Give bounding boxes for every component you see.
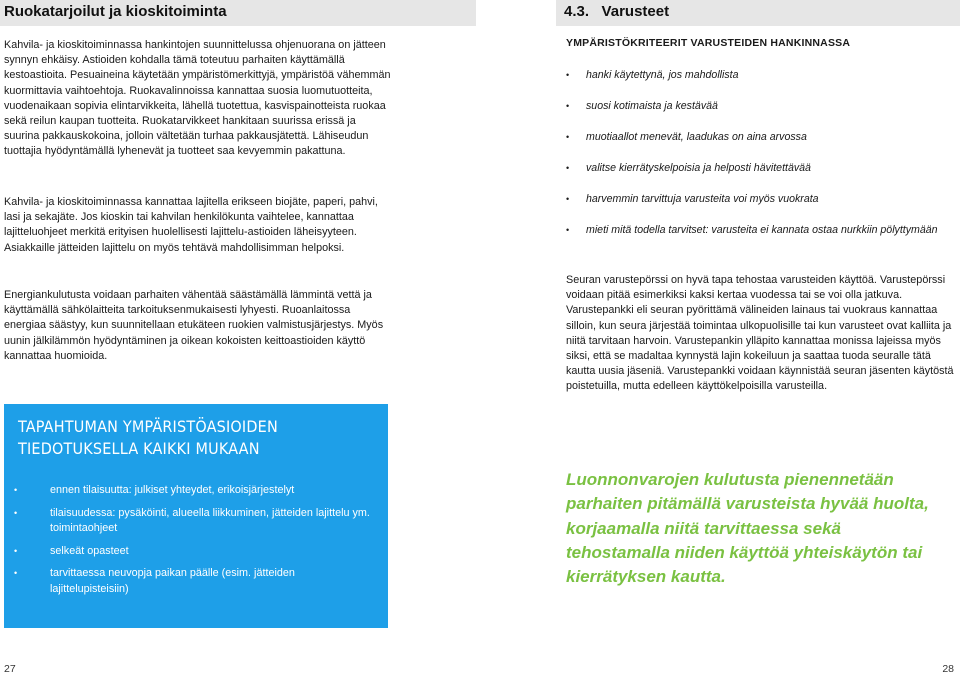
list-item: • selkeät opasteet [14, 544, 374, 560]
list-item: • ennen tilaisuutta: julkiset yhteydet, erikoisjärjestelyt [14, 483, 374, 499]
page-number-left: 27 [4, 663, 16, 675]
page-number-right: 28 [942, 663, 954, 675]
list-item: • valitse kierrätyskelpoisia ja helposti hävitettävää [566, 161, 946, 177]
bullet-icon: • [566, 132, 570, 142]
bullet-icon: • [566, 163, 570, 173]
bullet-icon: • [566, 194, 570, 204]
bullet-icon: • [14, 485, 18, 495]
list-item: • suosi kotimaista ja kestävää [566, 99, 946, 115]
list-item: • muotiaallot menevät, laadukas on aina arvossa [566, 130, 946, 146]
left-page-title: Ruokatarjoilut ja kioskitoiminta [4, 3, 227, 20]
list-item: • tilaisuudessa: pysäköinti, alueella liikkuminen, jätteiden lajittelu ym. toimintaohjeet [14, 506, 370, 534]
section-title: Varusteet [601, 3, 670, 20]
info-box-list [14, 483, 374, 604]
list-item: • hanki käytettynä, jos mahdollista [566, 68, 946, 84]
left-header-bar [0, 0, 476, 26]
list-item: • mieti mitä todella tarvitset: varusteita ei kannata ostaa nurkkiin pölyttymään [566, 223, 946, 239]
criteria-list [566, 68, 946, 253]
list-item: • tarvittaessa neuvopja paikan päälle (esim. jätteiden lajittelupisteisiin) [14, 567, 295, 595]
section-heading [564, 3, 669, 20]
communication-info-box [4, 404, 388, 628]
criteria-heading: YMPÄRISTÖKRITEERIT VARUSTEIDEN HANKINNASSA [566, 37, 851, 49]
catering-paragraph-1: Kahvila- ja kioskitoiminnassa hankintojen suunnittelussa ohjenuorana on jätteen synnyn ehkäisy. Astioiden kohdalla tämä toteutuu parhaiten käyttämällä kestoastioita. Pesuaineina käytetään ympäristömerkittyjä, ympäristöä vähemmän kuormittavia vaihtoehtoja. Ruokavalinnoissa kannattaa suosia luomutuotteita, vuodenaikaan sopivia elintarvikkeita, lähellä tuotettua, kasvispainotteista ruokaa sekä reilun kaupan tuotteita. Ruokatarvikkeet hankitaan suurissa erissä ja suurina pakkauskokoina, jolloin vältetään turhaa pakkausjätettä. Lähiseudun tuottajia hyödyntämällä lyhenevät ja tuotteet saa kevyemmin pakattuna. [4, 39, 391, 158]
bullet-icon: • [566, 70, 570, 80]
bullet-icon: • [14, 545, 18, 556]
catering-paragraph-3: Energiankulutusta voidaan parhaiten vähentää säästämällä lämmintä vettä ja käyttämällä sähkölaitteita tarkoituksenmukaisesti lyhyesti. Ruoanlaitossa energiaa säästyy, kun suunnitellaan etukäteen ruokien valmistusjärjestys. Myös uunin jälkilämmön hyödyntäminen ja oikean kokoisten keittoastioiden käyttö kannattaa huomioida. [4, 289, 384, 362]
info-box-title-line-1: TAPAHTUMAN YMPÄRISTÖASIOIDEN [18, 417, 278, 436]
bullet-icon: • [14, 507, 18, 518]
bullet-icon: • [566, 225, 570, 235]
pull-quote: Luonnonvarojen kulutusta pienennetään parhaiten pitämällä varusteista hyvää huolta, korjaamalla niitä tarvittaessa sekä tehostamalla niiden käyttöä yhteiskäytön tai kierrätyksen kautta. [566, 470, 929, 587]
bullet-icon: • [14, 568, 18, 578]
list-item: • harvemmin tarvittuja varusteita voi myös vuokrata [566, 192, 946, 208]
equipment-paragraph: Seuran varustepörssi on hyvä tapa tehostaa varusteiden käyttöä. Varustepörssi voidaan pitää esimerkiksi kaksi kertaa vuodessa tai se voi olla jatkuva. Varustepankki eli seuran pyörittämä välineiden lainaus tai vuokraus kannattaa silloin, kun seura järjestää toimintaa ulkopuolisille tai kun varusteet ovat kalliita ja niitä tarvitaan harvoin. Varustepankin ylläpito kannattaa monissa lajeissa myös siksi, että se madaltaa kynnystä lajin kokeiluun ja saattaa tuoda seuralle tätä kautta uusia jäseniä. Varustepankki voidaan käynnistää seuran jäsenten käytöstä poistetuilla, mutta edelleen käyttökelpoisilla varusteilla. [566, 274, 954, 393]
section-number: 4.3. [564, 3, 590, 20]
bullet-icon: • [566, 101, 570, 111]
catering-paragraph-2: Kahvila- ja kioskitoiminnassa kannattaa lajitella erikseen biojäte, paperi, pahvi, lasi ja sekajäte. Jos kioskin tai kahvilan henkilökunta vaihtelee, kannattaa lajitteluohjeet merkitä erityisen huolellisesti lajittelu-astioiden läheisyyteen. Asiakkaille jätteiden lajittelu on myös tehtävä mahdollisimman helpoksi. [4, 196, 378, 254]
info-box-title-line-2: TIEDOTUKSELLA KAIKKI MUKAAN [18, 439, 260, 458]
info-box-title [18, 416, 368, 460]
right-page [480, 0, 960, 680]
